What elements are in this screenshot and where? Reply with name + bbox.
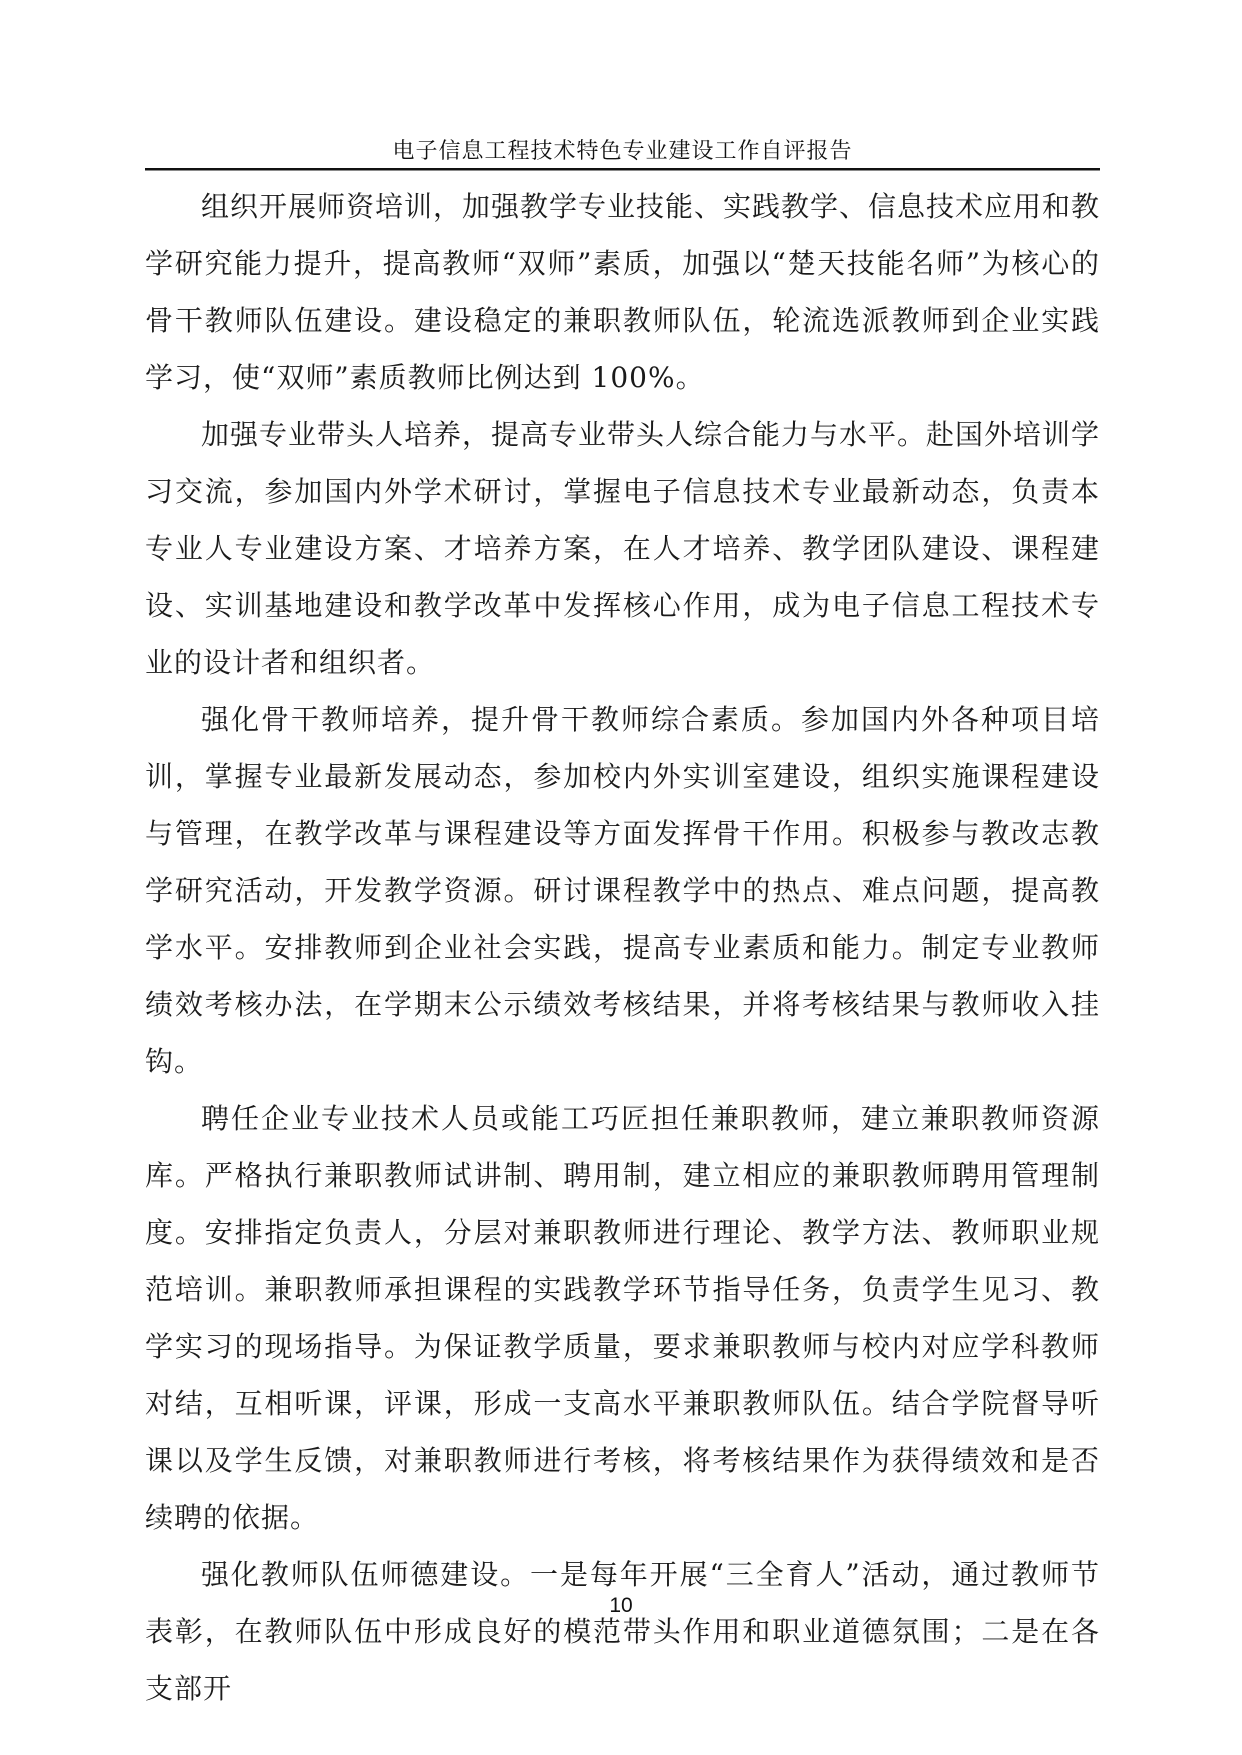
paragraph-teacher-training: 组织开展师资培训，加强教学专业技能、实践教学、信息技术应用和教学研究能力提升，提高教师“双师”素质，加强以“楚天技能名师”为核心的骨干教师队伍建设。建设稳定的兼职教师队伍，轮流选派教师到企业实践学习，使“双师”素质教师比例达到 100%。: [145, 190, 1101, 394]
header-title: 电子信息工程技术特色专业建设工作自评报告: [392, 139, 853, 164]
header-rule: [145, 168, 1100, 171]
page-footer: [0, 1594, 1242, 1618]
paragraph-teacher-ethics: 强化教师队伍师德建设。一是每年开展“三全育人”活动，通过教师节表彰，在教师队伍中形成良好的模范带头作用和职业道德氛围；二是在各支部开: [145, 1558, 1100, 1705]
document-body: [145, 178, 1100, 1717]
page-number: 10: [609, 1594, 633, 1617]
paragraph-backbone-teachers: 强化骨干教师培养，提升骨干教师综合素质。参加国内外各种项目培训，掌握专业最新发展动态，参加校内外实训室建设，组织实施课程建设与管理，在教学改革与课程建设等方面发挥骨干作用。积极参与教改志教学研究活动，开发教学资源。研讨课程教学中的热点、难点问题，提高教学水平。安排教师到企业社会实践，提高专业素质和能力。制定专业教师绩效考核办法，在学期末公示绩效考核结果，并将考核结果与教师收入挂钩。: [145, 703, 1100, 1078]
paragraph-part-time-teachers: 聘任企业专业技术人员或能工巧匠担任兼职教师，建立兼职教师资源库。严格执行兼职教师试讲制、聘用制，建立相应的兼职教师聘用管理制度。安排指定负责人，分层对兼职教师进行理论、教学方法、教师职业规范培训。兼职教师承担课程的实践教学环节指导任务，负责学生见习、教学实习的现场指导。为保证教学质量，要求兼职教师与校内对应学科教师对结，互相听课，评课，形成一支高水平兼职教师队伍。结合学院督导听课以及学生反馈，对兼职教师进行考核，将考核结果作为获得绩效和是否续聘的依据。: [145, 1102, 1100, 1534]
paragraph-specialty-leader: 加强专业带头人培养，提高专业带头人综合能力与水平。赴国外培训学习交流，参加国内外学术研讨，掌握电子信息技术专业最新动态，负责本专业人专业建设方案、才培养方案，在人才培养、教学团队建设、课程建设、实训基地建设和教学改革中发挥核心作用，成为电子信息工程技术专业的设计者和组织者。: [145, 418, 1101, 679]
